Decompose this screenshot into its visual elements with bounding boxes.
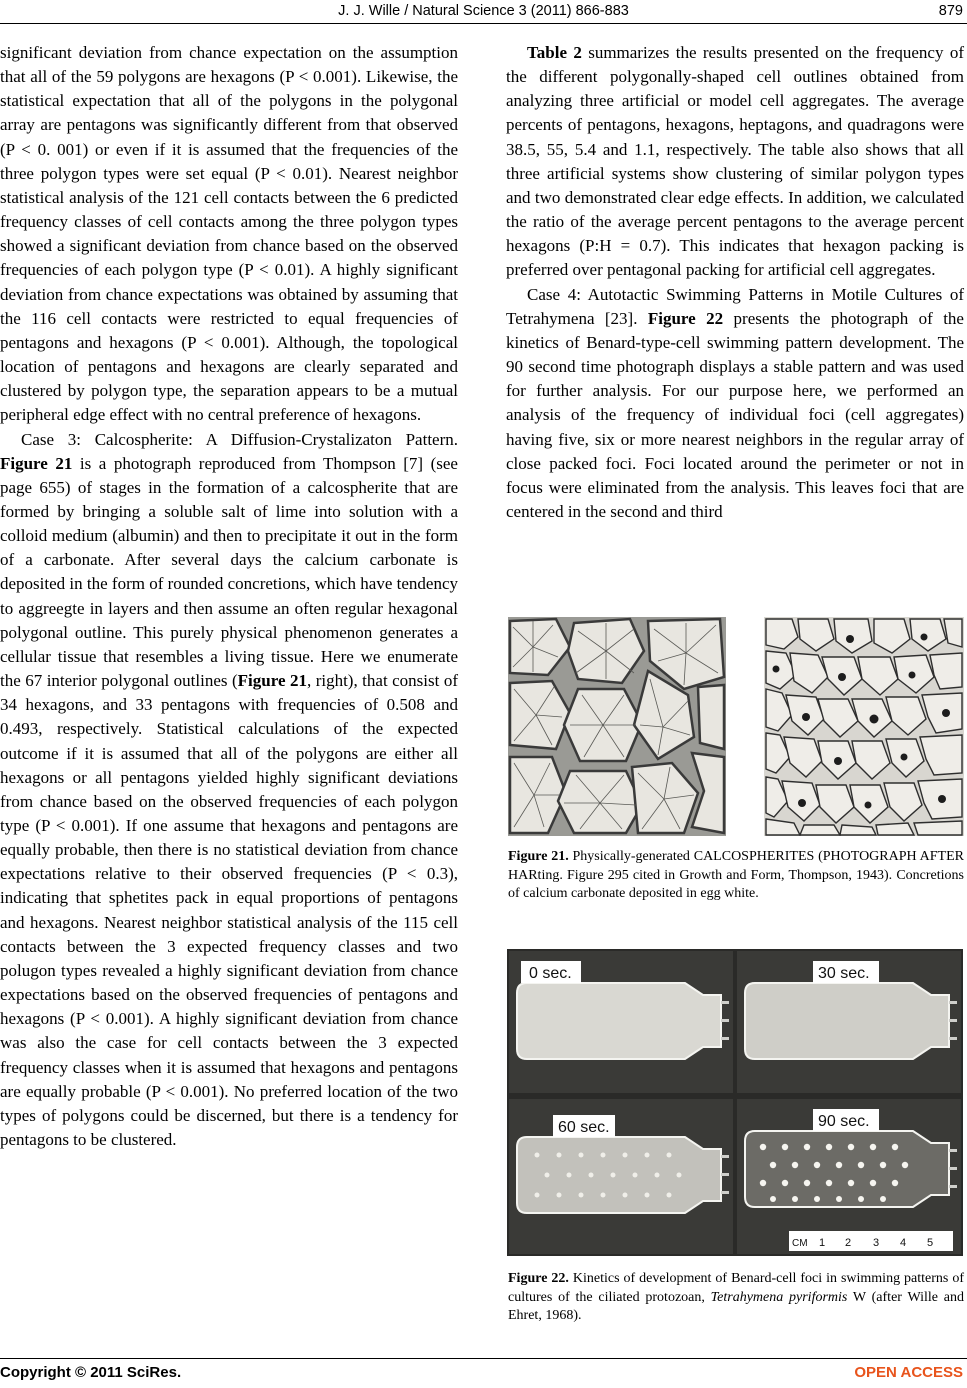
case-3-text-2: , right), that consist of 34 hexagons, and 33 pentagons with frequencies of 0.508 and 0.493, respectively. Statistical calculations of the expected outcome if it is assumed that all of the polygons are either all hexagons or all pentagons yielded highly significant deviations from chance based on the observed frequencies of each polygon type (P < 0.001). If one assume that hexagons and pentagons are equally probable, then there is no statistical deviation from chance expectations relative to their observed frequencies (P < 0.3), indicating that sphetites pack in equal proportions of pentagons and hexagons. Nearest neighbor statistical analysis of the 115 cell contacts between the 3 expected frequency classes and two polugon types revealed a highly significant deviation from chance expectations based on the observed frequencies of pentagons and hexagons (P < 0.001). A highly significant deviation from chance was also the case for cell contacts between the 3 expected frequency classes when it is assumed that hexagons and pentagons are equally probable (P < 0.001). No preferred location of the two types of polygons could be discerned, but there is a tendency for pentagons to be clustered. (0, 671, 458, 1150)
footer-rule (0, 1358, 967, 1359)
figure-22-caption-species: Tetrahymena pyriformis (710, 1289, 848, 1305)
panel-90-sec (737, 1099, 961, 1254)
panel-30-sec (737, 951, 961, 1093)
figure-21-caption (508, 848, 964, 904)
left-column (0, 41, 458, 1152)
paragraph-continuation: significant deviation from chance expectation on the assumption that all of the 59 polygons are hexagons (P < 0.001). Likewise, the statistical expectation that all of the polygons in the polygonal array are pentagons was significantly different from that observed (P < 0. 001) or even if it is assumed that the frequencies of the three polygon types were set equal (P < 0.01). Nearest neighbor statistical analysis of the 121 cell contacts between the 6 predicted frequency classes of cell contacts among the three polygon types showed a significant deviation from chance based on the observed frequencies of each polygon type (P < 0.01). A highly significant deviation from chance expectations was obtained by assuming that the 116 cell contacts were restricted to equal frequencies of pentagons and hexagons (P < 0.001). Although, the topological location of pentagons and hexagons are clearly separated and clustered by polygon type, the separation appears to be a mutual peripheral edge effect with no central preference of hexagons. (0, 43, 458, 425)
header-rule (0, 23, 967, 24)
figure-22-image (507, 949, 963, 1256)
panel-0-sec (509, 951, 733, 1093)
scale-label-3: 3 (873, 1237, 880, 1249)
case-4-text: presents the photograph of the kinetics of Benard-type-cell swimming pattern development. The 90 second time photograph displays a stable pattern and was used for further analysis. For our purpose here, we performed an analysis of the frequency of individual foci (cell aggregates) having five, six or more nearest neighbors in the regular array of close packed foci. Foci located around the perimeter or not in focus were eliminated from the analysis. This leaves foci that are centered in the second and third (506, 308, 964, 521)
paragraph-case-3 (0, 428, 458, 1153)
figure-21-caption-text: Physically-generated CALCOSPHERITES (PHOTOGRAPH AFTER HARting. Figure 295 cited in Growth and Form, Thompson, 1943). Concretions of calcium carbonate deposited in egg white. (508, 849, 965, 901)
figure-22-caption (508, 1270, 964, 1326)
paragraph-table-2 (506, 41, 964, 283)
case-3-intro: Case 3: Calcospherite: A Diffusion-Crystalizaton Pattern. (21, 429, 458, 449)
case-3-text-1: is a photograph reproduced from Thompson [7] (see page 655) of stages in the formation of a calcospherite that are formed by bringing a soluble salt of lime into solution with a colloid medium (albumin) and then to precipitate it out in the form of a carbonate. After several days the calcium carbonate is deposited in the form of rounded concretions, which have tendency to aggreegte in layers and then assume an often regular hexagonal polygonal outline. This purely physical phenomenon generates a cellular tissue that resembles a living tissue. Here we enumerate the 67 interior polygonal outlines ( (0, 453, 458, 691)
calcospherite-array-photo (764, 617, 964, 836)
panel-label-60-sec: 60 sec. (558, 1119, 610, 1136)
scale-label-5: 5 (927, 1237, 934, 1249)
figure-22-caption-text: Kinetics of development of Benard-cell foci in swimming patterns of cultures of the ciliated protozoan, (508, 1271, 965, 1305)
panel-label-90-sec: 90 sec. (818, 1113, 870, 1130)
scale-label-1: 1 (819, 1237, 826, 1249)
running-title: J. J. Wille / Natural Science 3 (2011) 866-883 (338, 3, 629, 19)
panel-label-0-sec: 0 sec. (529, 965, 572, 982)
table-2-text: summarizes the results presented on the frequency of the different polygonally-shaped cell outlines obtained from analyzing three artificial or model cell aggregates. The average percents of pentagons, hexagons, heptagons, and quadragons were 38.5, 55, 5.4 and 1.1, respectively. The table also shows that all three artificial systems show clustering of similar polygon types and two demonstrated clear edge effects. In addition, we calculated the ratio of the average percent pentagons to the average percent hexagons (P:H = 0.7). This indicates that hexagon packing is preferred over pentagonal packing for artificial cell aggregates. (506, 43, 964, 280)
panel-60-sec (509, 1099, 733, 1254)
paragraph-case-4 (506, 283, 964, 525)
panel-label-30-sec: 30 sec. (818, 965, 870, 982)
right-column (506, 41, 964, 524)
page-number: 879 (938, 3, 963, 19)
figure-21-caption-label: Figure 21. (508, 849, 569, 864)
figure-22-reference: Figure 22 (647, 308, 724, 328)
scale-label-2: 2 (845, 1237, 852, 1249)
calcospherite-stages-photo (508, 617, 726, 836)
open-access-label: OPEN ACCESS (854, 1364, 963, 1381)
case-4-intro: Case 4: Autotactic Swimming Patterns in Motile Cultures of Tetrahymena [23]. (506, 284, 964, 328)
copyright-notice: Copyright © 2011 SciRes. (0, 1364, 182, 1381)
scale-label-4: 4 (900, 1237, 907, 1249)
figure-22-caption-tail: W (after Wille and Ehret, 1968). (508, 1289, 964, 1323)
figure-22-caption-label: Figure 22. (508, 1271, 569, 1286)
figure-21-reference: Figure 21 (0, 453, 73, 473)
table-2-reference: Table 2 (527, 43, 582, 62)
scale-label-cm: CM (792, 1238, 808, 1249)
figure-21-reference-2: Figure 21 (237, 671, 307, 691)
figure-21-image (508, 617, 964, 836)
